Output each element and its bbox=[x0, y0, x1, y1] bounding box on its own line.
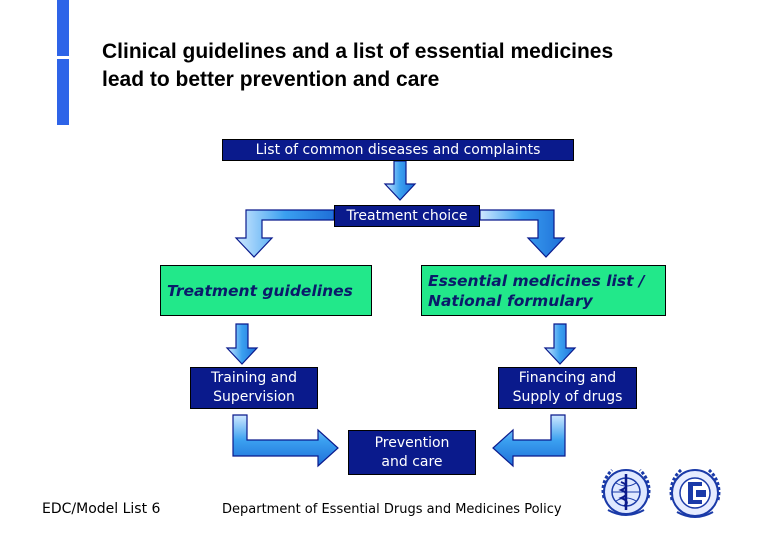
arrow-elbow-training-to-prevention bbox=[233, 415, 338, 466]
box-essential-medicines-text bbox=[428, 271, 645, 311]
box-training-text bbox=[211, 369, 297, 407]
box-treatment-guidelines-label: Treatment guidelines bbox=[167, 281, 353, 300]
training-line-1: Training and bbox=[210, 370, 298, 386]
arrow-down-to-training bbox=[227, 324, 257, 364]
financing-line-2: Supply of drugs bbox=[512, 389, 623, 405]
financing-line-1: Financing and bbox=[518, 370, 617, 386]
essential-line-2: National formulary bbox=[428, 291, 593, 310]
who-emblem-icon bbox=[596, 462, 656, 522]
arrow-elbow-to-essential bbox=[480, 210, 564, 257]
arrow-elbow-to-guidelines bbox=[236, 210, 334, 257]
arrow-down-to-financing bbox=[545, 324, 575, 364]
box-common-diseases bbox=[222, 139, 574, 161]
footer-model-list: EDC/Model List 6 bbox=[42, 501, 161, 517]
title-line-2: lead to better prevention and care bbox=[102, 68, 440, 91]
box-common-diseases-label: List of common diseases and complaints bbox=[255, 141, 541, 158]
arrow-down-to-choice bbox=[385, 161, 415, 200]
box-prevention-text bbox=[375, 434, 450, 472]
arrow-elbow-financing-to-prevention bbox=[493, 415, 565, 466]
box-financing-supply bbox=[498, 367, 637, 409]
box-treatment-choice bbox=[334, 205, 480, 227]
training-line-2: Supervision bbox=[213, 389, 295, 405]
box-treatment-guidelines bbox=[160, 265, 372, 316]
box-financing-text bbox=[513, 369, 623, 407]
box-treatment-choice-label: Treatment choice bbox=[346, 207, 468, 224]
prevention-line-1: Prevention bbox=[374, 434, 450, 451]
box-training-supervision bbox=[190, 367, 318, 409]
prevention-line-2: and care bbox=[381, 453, 443, 470]
essential-line-1: Essential medicines list / bbox=[428, 271, 645, 290]
edm-emblem-icon bbox=[664, 462, 726, 524]
box-prevention-care bbox=[348, 430, 476, 475]
title-line-1: Clinical guidelines and a list of essential medicines bbox=[102, 40, 614, 63]
footer-department: Department of Essential Drugs and Medicines Policy bbox=[222, 502, 562, 517]
box-essential-medicines bbox=[421, 265, 666, 316]
